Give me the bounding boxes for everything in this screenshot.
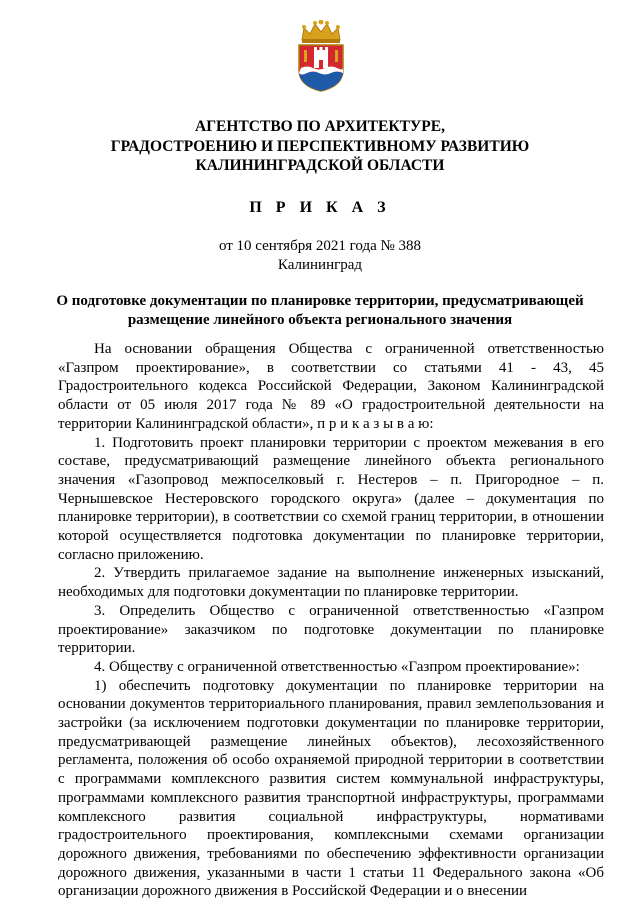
order-title: П Р И К А З [249,199,391,216]
order-city: Калининград [277,257,363,273]
agency-name [0,117,640,176]
crown-icon [302,20,340,43]
order-date: от 10 сентября 2021 года № 388 [218,238,422,254]
order-date-block [0,237,640,275]
agency-line-3: КАЛИНИНГРАДСКОЙ ОБЛАСТИ [195,157,445,174]
agency-line-1: АГЕНТСТВО ПО АРХИТЕКТУРЕ, [195,118,445,135]
subject-line-1: О подготовке документации по планировке территории, предусматривающей [56,293,584,309]
subject-line-2: размещение линейного объекта регионального значения [127,312,513,328]
coat-of-arms-icon [296,20,346,92]
item-3-paragraph: 3. Определить Общество с ограниченной ответственностью «Газпром проектирование» заказчиком по подготовке документации по планировке территории. [58,602,604,657]
item-2-paragraph: 2. Утвердить прилагаемое задание на выполнение инженерных изысканий, необходимых для подготовки документации по планировке территории. [58,565,604,601]
item-4-paragraph: 4. Обществу с ограниченной ответственностью «Газпром проектирование»: [94,658,580,675]
order-body [58,340,604,901]
order-subject [40,292,600,330]
item-4-1-paragraph: 1) обеспечить подготовку документации по планировке территории на основании документов территориального планирования, правил землепользования и застройки (за исключением подготовки документации по планировке территории, предусматривающей размещение линейных объектов), лесохозяйственного регламента, положения об особо охраняемой природной территории в соответствии с программами комплексного развития систем коммунальной инфраструктуры, программами комплексного развития транспортной инфраструктуры, программами комплексного развития социальной инфраструктуры, нормативами градостроительного проектирования, комплексными схемами организации дорожного движения, требованиями по обеспечению эффективности организации дорожного движения, указанными в части 1 статьи 11 Федерального закона «Об организации дорожного движения в Российской Федерации и о внесении [58,677,604,900]
preamble-paragraph: На основании обращения Общества с ограниченной ответственностью «Газпром проектирование», в соответствии со статьями 41 - 43, 45 Градостроительного кодекса Российской Федерации, Законом Калининградской области от 05 июля 2017 года № 89 «О градостроительной деятельности на территории Калининградской области», п р и к а з ы в а ю: [58,341,604,432]
agency-line-2: ГРАДОСТРОЕНИЮ И ПЕРСПЕКТИВНОМУ РАЗВИТИЮ [110,137,530,155]
item-1-paragraph: 1. Подготовить проект планировки территории с проектом межевания в его составе, предусматривающий размещение линейного объекта регионального значения «Газопровод межпоселковый г. Нестеров – п. Пригородное – п. Чернышевское Нестеровского городского округа» (далее – документация по планировке территории), в соответствии со схемой границ территории, в отношении которой осуществляется подготовка документации по планировке территории, согласно приложению. [58,434,604,563]
